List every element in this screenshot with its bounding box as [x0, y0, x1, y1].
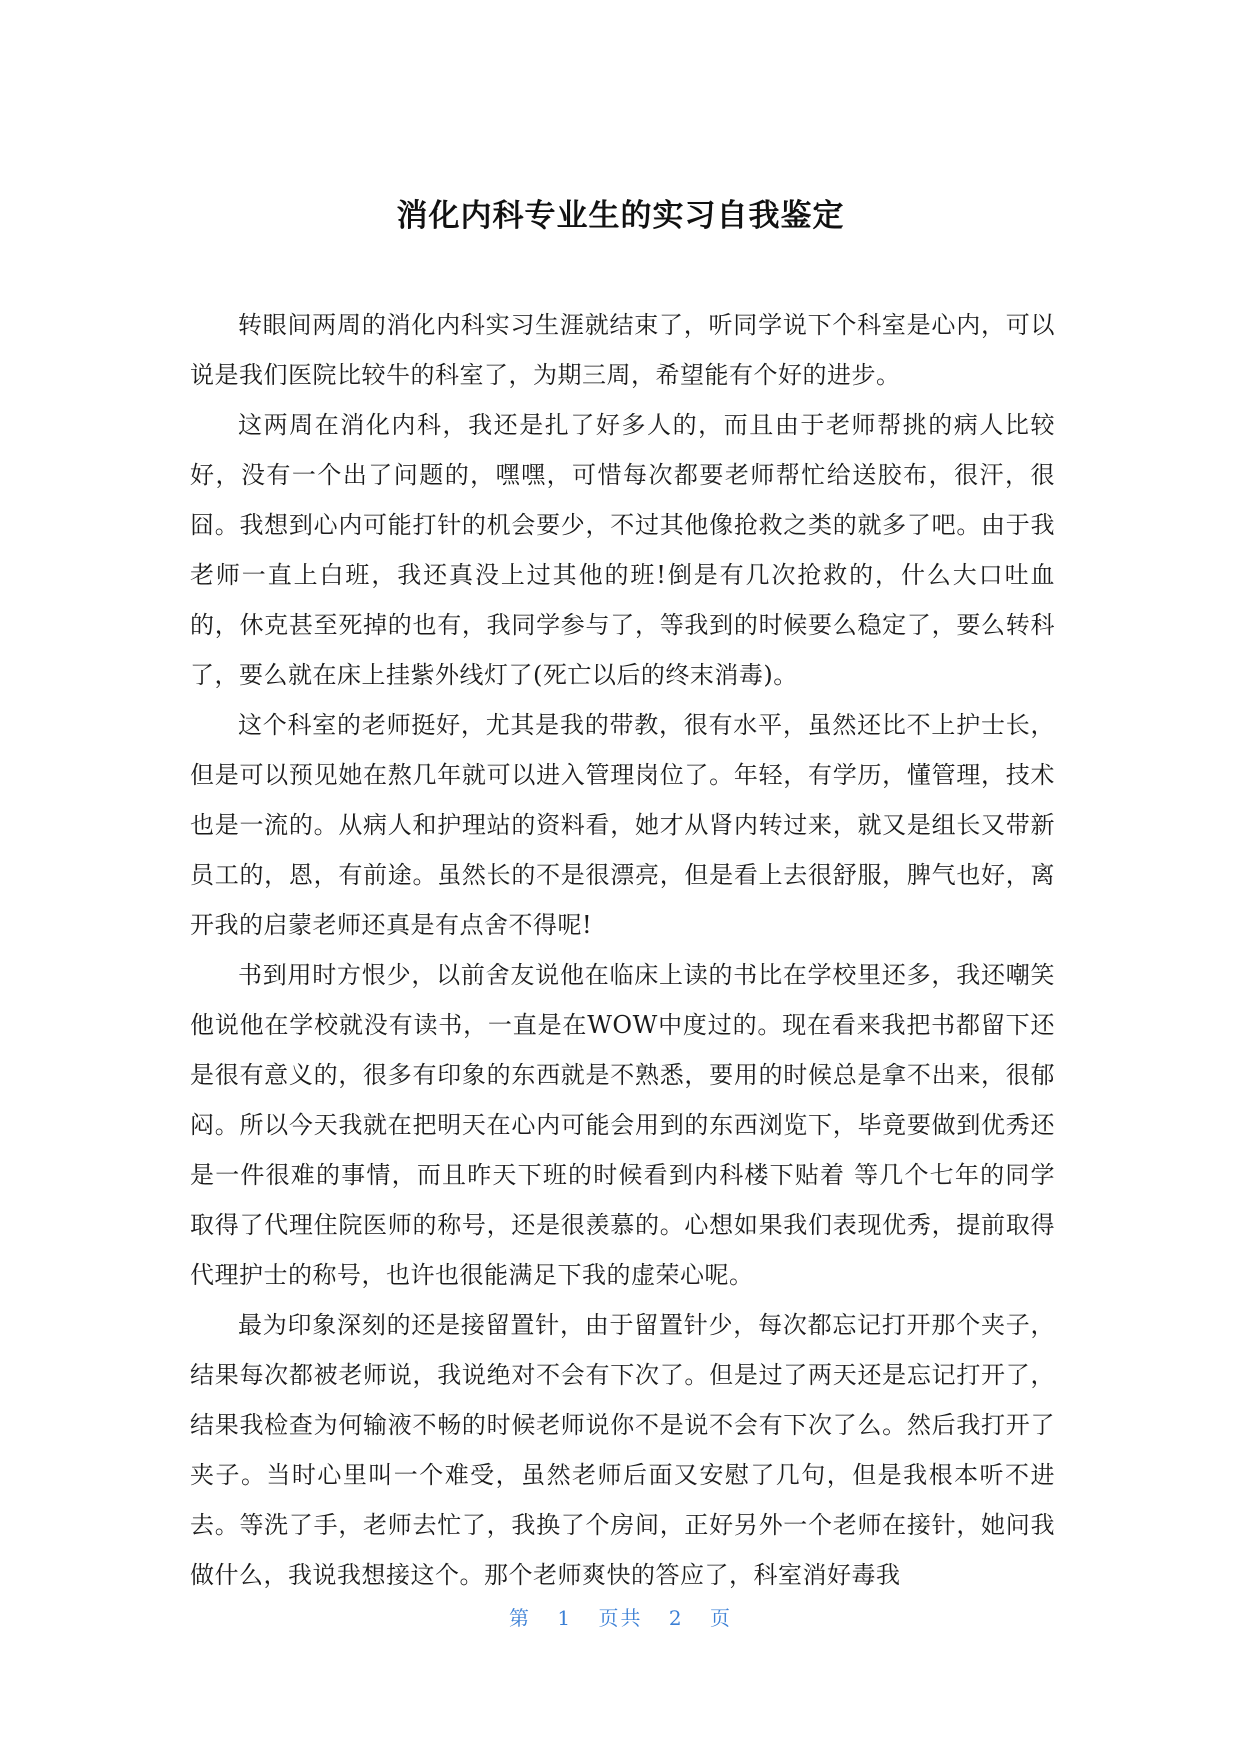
document-title: 消化内科专业生的实习自我鉴定 [396, 198, 845, 234]
footer-suffix: 页 [709, 1606, 732, 1630]
document-body [190, 300, 1055, 1600]
paragraph-2: 这两周在消化内科，我还是扎了好多人的，而且由于老师帮挑的病人比较好，没有一个出了问题的，嘿嘿，可惜每次都要老师帮忙给送胶布，很汗，很囧。我想到心内可能打针的机会要少，不过其他像抢救之类的就多了吧。由于我老师一直上白班，我还真没上过其他的班!倒是有几次抢救的，什么大口吐血的，休克甚至死掉的也有，我同学参与了，等我到的时候要么稳定了，要么转科了，要么就在床上挂紫外线灯了(死亡以后的终末消毒)。 [190, 411, 1055, 689]
paragraph-5: 最为印象深刻的还是接留置针，由于留置针少，每次都忘记打开那个夹子，结果每次都被老师说，我说绝对不会有下次了。但是过了两天还是忘记打开了，结果我检查为何输液不畅的时候老师说你不是说不会有下次了么。然后我打开了夹子。当时心里叫一个难受，虽然老师后面又安慰了几句，但是我根本听不进去。等洗了手，老师去忙了，我换了个房间，正好另外一个老师在接针，她问我做什么，我说我想接这个。那个老师爽快的答应了，科室消好毒我 [190, 1311, 1055, 1589]
footer-current-page: 1 [557, 1606, 573, 1630]
paragraph-4: 书到用时方恨少，以前舍友说他在临床上读的书比在学校里还多，我还嘲笑他说他在学校就没有读书，一直是在WOW中度过的。现在看来我把书都留下还是很有意义的，很多有印象的东西就是不熟悉，要用的时候总是拿不出来，很郁闷。所以今天我就在把明天在心内可能会用到的东西浏览下，毕竟要做到优秀还是一件很难的事情，而且昨天下班的时候看到内科楼下贴着 等几个七年的同学取得了代理住院医师的称号，还是很羡慕的。心想如果我们表现优秀，提前取得代理护士的称号，也许也很能满足下我的虚荣心呢。 [190, 961, 1055, 1289]
paragraph-3: 这个科室的老师挺好，尤其是我的带教，很有水平，虽然还比不上护士长，但是可以预见她在熬几年就可以进入管理岗位了。年轻，有学历，懂管理，技术也是一流的。从病人和护理站的资料看，她才从肾内转过来，就又是组长又带新员工的，恩，有前途。虽然长的不是很漂亮，但是看上去很舒服，脾气也好，离开我的启蒙老师还真是有点舍不得呢! [190, 711, 1055, 939]
page-footer [0, 1602, 1241, 1631]
paragraph-1: 转眼间两周的消化内科实习生涯就结束了，听同学说下个科室是心内，可以说是我们医院比较牛的科室了，为期三周，希望能有个好的进步。 [190, 311, 1055, 389]
footer-middle: 页共 [598, 1606, 643, 1630]
footer-prefix: 第 [509, 1606, 532, 1630]
footer-total-pages: 2 [668, 1606, 684, 1630]
